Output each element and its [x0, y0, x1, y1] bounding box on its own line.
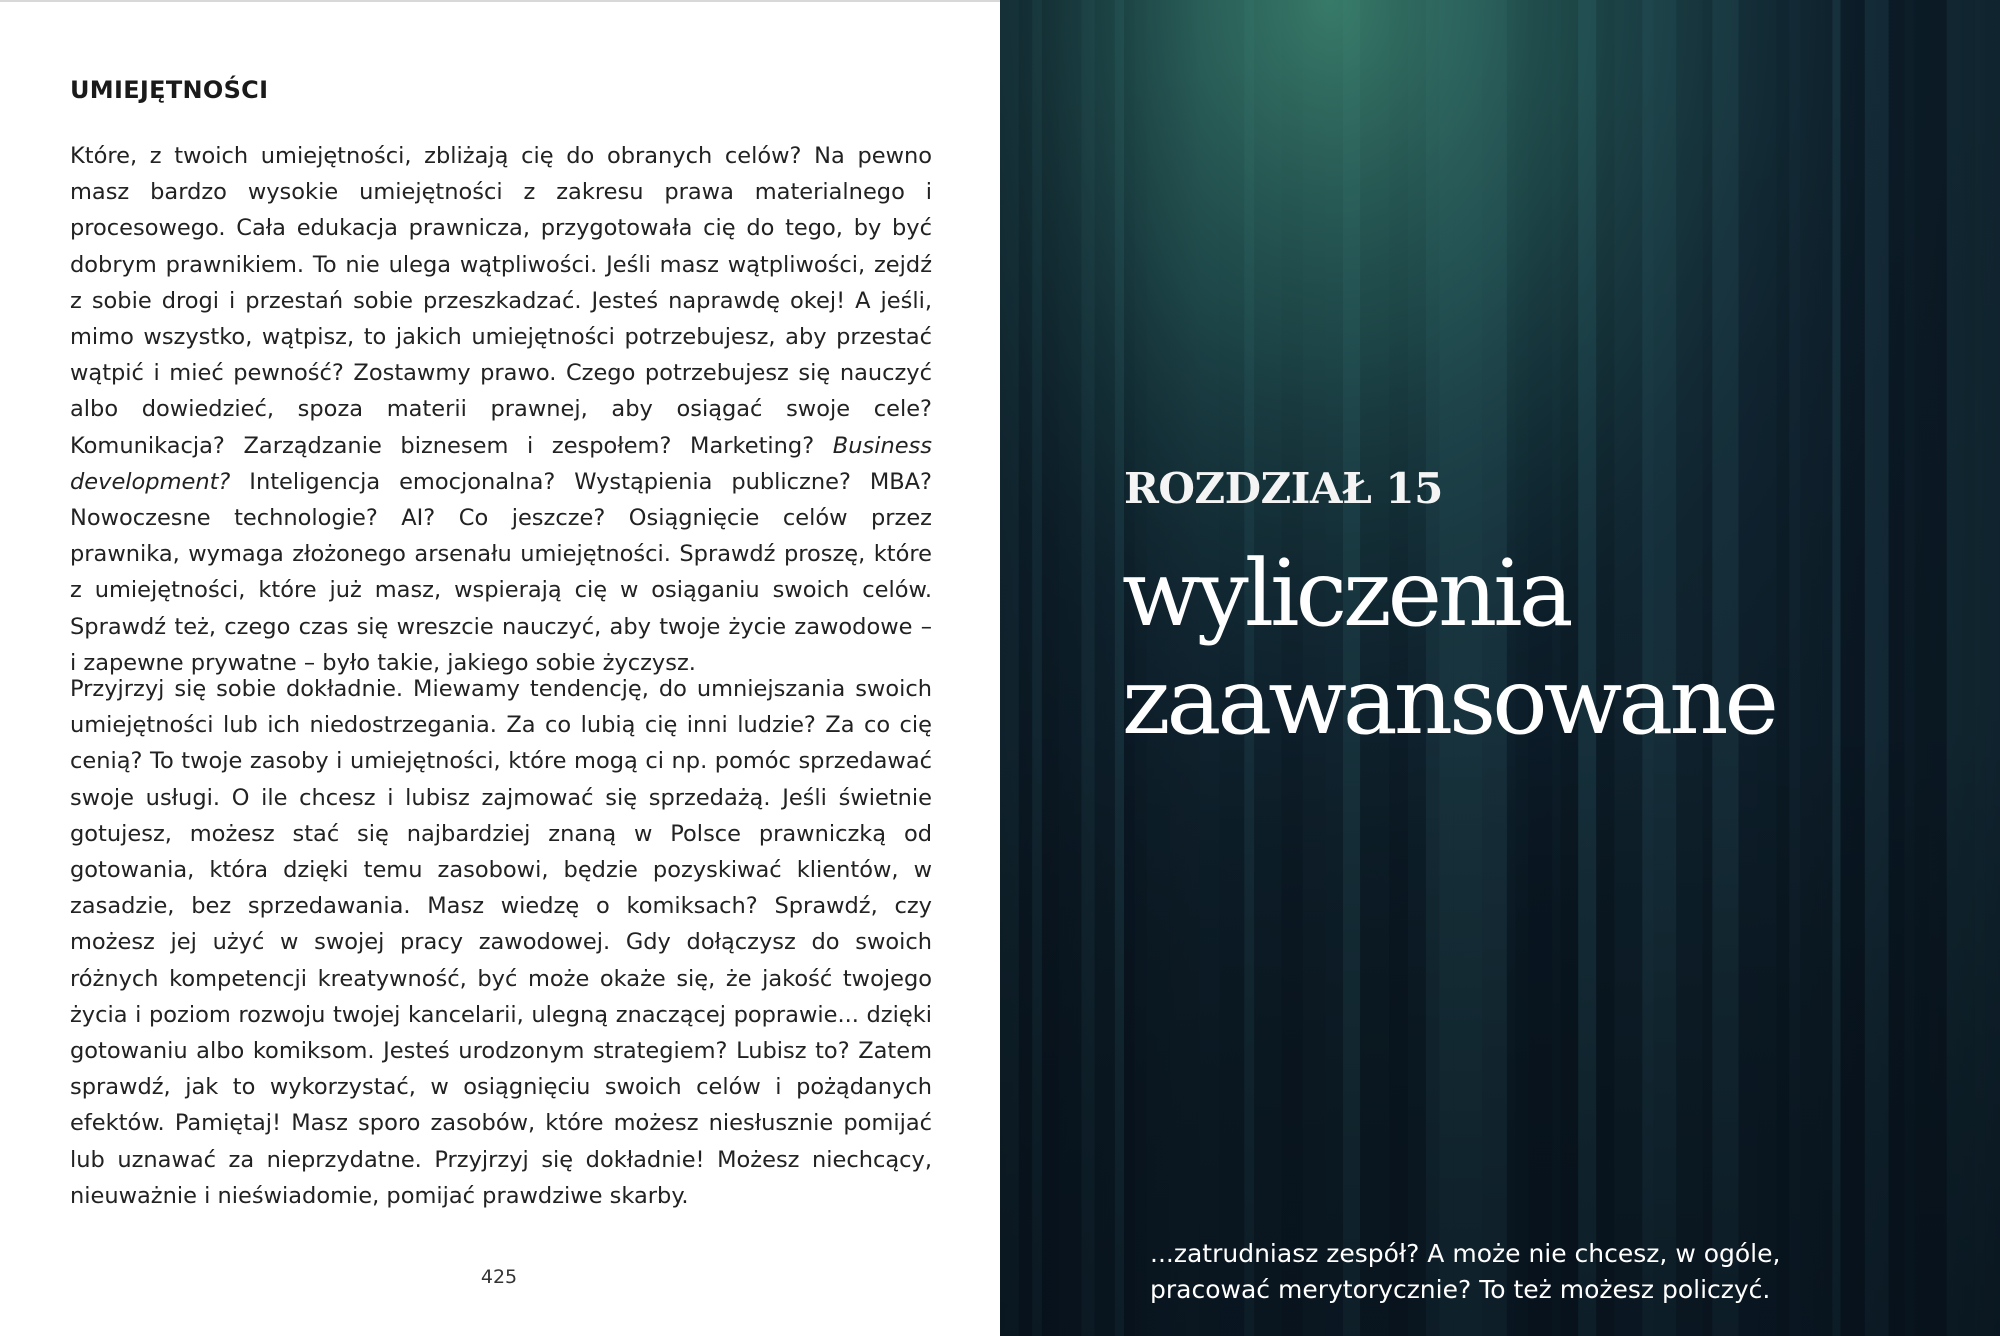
- paragraph-1-text-b: Inteligencja emocjonalna? Wystąpienia publiczne? MBA? Nowoczesne technologie? AI? Co jeszcze? Osiągnięcie celów przez prawnika, wymaga złożonego arsenału umiejętności. Sprawdź proszę, które z umiejętności, które już masz, wspierają cię w osiąganiu swoich celów. Sprawdź też, czego czas się wreszcie nauczyć, aby twoje życie zawodowe – i zapewne prywatne – było takie, jakiego sobie życzysz.: [70, 468, 932, 676]
- section-heading: UMIEJĘTNOŚCI: [70, 76, 269, 104]
- chapter-title-line-1: wyliczenia: [1122, 540, 1570, 647]
- page-number: [0, 1266, 1000, 1288]
- chapter-label: ROZDZIAŁ 15: [1124, 464, 1443, 513]
- body-paragraph-2: Przyjrzyj się sobie dokładnie. Miewamy tendencję, do umniejszania swoich umiejętności lub ich niedostrzegania. Za co lubią cię inni ludzie? Za co cię cenią? To twoje zasoby i umiejętności, które mogą ci np. pomóc sprzedawać swoje usługi. O ile chcesz i lubisz zajmować się sprzedażą. Jeśli świetnie gotujesz, możesz stać się najbardziej znaną w Polsce prawniczką od gotowania, która dzięki temu zasobowi, będzie pozyskiwać klientów, w zasadzie, bez sprzedawania. Masz wiedzę o komiksach? Sprawdź, czy możesz jej użyć w swojej pracy zawodowej. Gdy dołączysz do swoich różnych kompetencji kreatywność, być może okaże się, że jakość twojego życia i poziom rozwoju twojej kancelarii, ulegną znaczącej poprawie... dzięki gotowaniu albo komiksom. Jesteś urodzonym strategiem? Lubisz to? Zatem sprawdź, jak to wykorzystać, w osiągnięciu swoich celów i pożądanych efektów. Pamiętaj! Masz sporo zasobów, które możesz niesłusznie pomijać lub uznawać za nieprzydatne. Przyjrzyj się dokładnie! Możesz niechcący, nieuważnie i nieświadomie, pomijać prawdziwe skarby.: [70, 676, 932, 1209]
- chapter-teaser-line-1: ...zatrudniasz zespół? A może nie chcesz, w ogóle,: [1150, 1239, 1781, 1268]
- chapter-title-line-2: zaawansowane: [1122, 648, 1775, 755]
- paragraph-1-italic-phrase: Business development?: [70, 432, 932, 495]
- right-page: [1000, 0, 2000, 1336]
- chapter-teaser: [1150, 1236, 1970, 1308]
- page-number-text: 425: [480, 1266, 518, 1288]
- chapter-teaser-line-2: pracować merytorycznie? To też możesz policzyć.: [1150, 1275, 1771, 1304]
- body-paragraph-1: [70, 138, 932, 681]
- chapter-title: [1122, 540, 1982, 756]
- paragraph-1-text-a: Które, z twoich umiejętności, zbliżają cię do obranych celów? Na pewno masz bardzo wysokie umiejętności z zakresu prawa materialnego i procesowego. Cała edukacja prawnicza, przygotowała cię do tego, by być dobrym prawnikiem. To nie ulega wątpliwości. Jeśli masz wątpliwości, zejdź z sobie drogi i przestań sobie przeszkadzać. Jesteś naprawdę okej! A jeśli, mimo wszystko, wątpisz, to jakich umiejętności potrzebujesz, aby przestać wątpić i mieć pewność? Zostawmy prawo. Czego potrzebujesz się nauczyć albo dowiedzieć, spoza materii prawnej, aby osiągać swoje cele? Komunikacja? Zarządzanie biznesem i zespołem? Marketing?: [70, 143, 932, 459]
